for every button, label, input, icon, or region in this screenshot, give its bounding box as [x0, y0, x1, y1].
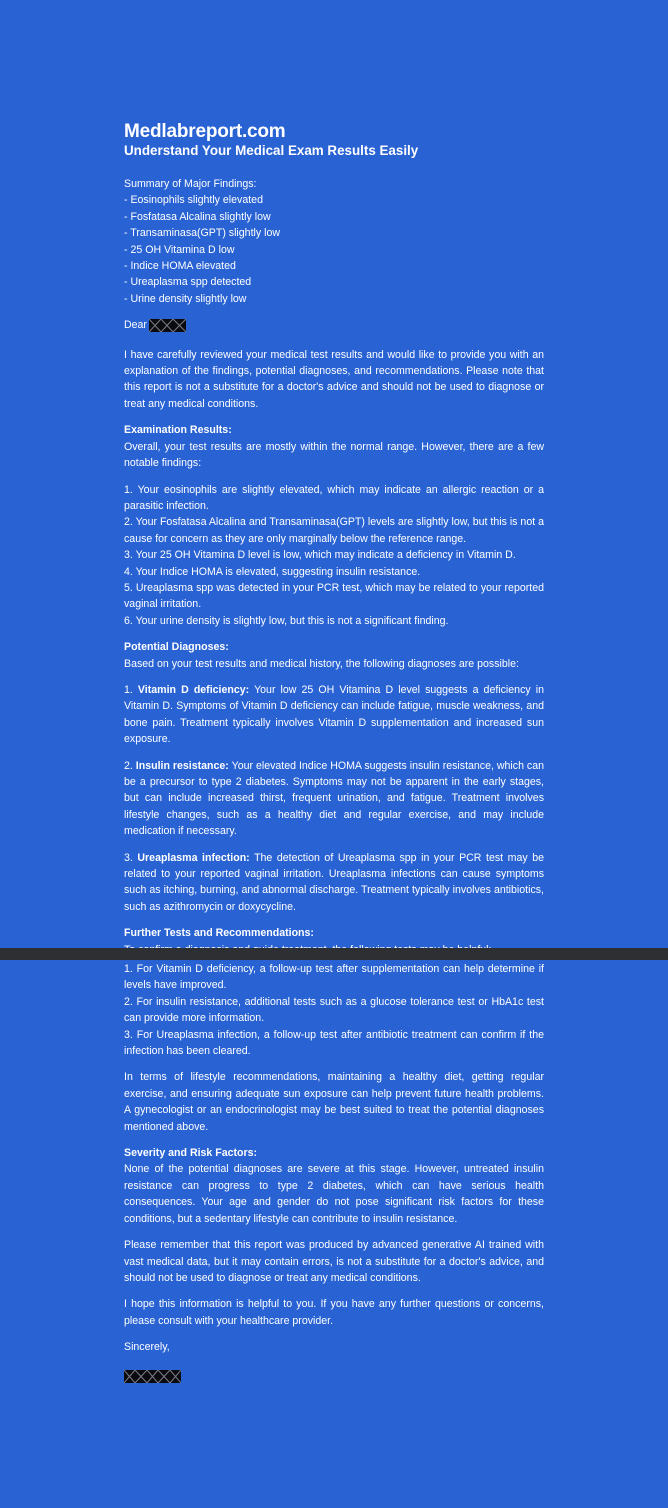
- exam-item: 2. Your Fosfatasa Alcalina and Transaminasa(GPT) levels are slightly low, but this is not a cause for concern as they are only marginally below the reference range.: [124, 516, 544, 545]
- redacted-name: [149, 319, 186, 332]
- diagnosis-text: Your low 25 OH Vitamina D level suggests a deficiency in Vitamin D. Symptoms of Vitamin D deficiency can include fatigue, muscle weakness, and bone pain. Treatment typically involves Vitamin D supplementation and increased sun exposure.: [124, 683, 544, 746]
- exam-item: 6. Your urine density is slightly low, but this is not a significant finding.: [124, 614, 449, 627]
- greeting: [124, 317, 544, 333]
- further-heading: Further Tests and Recommendations:: [124, 927, 314, 940]
- summary-item: - 25 OH Vitamina D low: [124, 243, 235, 256]
- summary-item: - Indice HOMA elevated: [124, 260, 236, 273]
- report-page-2: [0, 960, 668, 1508]
- intro-paragraph: I have carefully reviewed your medical test results and would like to provide you with an explanation of the findings, potential diagnoses, and recommendations. Please note that this report is not a substitute for a doctor's advice and should not be used to diagnose or treat any medical conditions.: [124, 348, 544, 410]
- summary-item: - Eosinophils slightly elevated: [124, 194, 263, 207]
- redacted-signature: [124, 1370, 181, 1383]
- diagnosis-name: Vitamin D deficiency:: [137, 683, 250, 696]
- report-content-2: [124, 961, 544, 1385]
- further-item: 2. For insulin resistance, additional tests such as a glucose tolerance test or HbA1c test can provide more information.: [124, 995, 544, 1025]
- diagnosis-number: 2.: [124, 759, 136, 772]
- diagnosis-text: The detection of Ureaplasma spp in your PCR test may be related to your reported vaginal irritation. Ureaplasma infections can cause symptoms such as itching, burning, and abnormal discharge. Treatment typically involves antibiotics, such as azithromycin or doxycycline.: [124, 851, 545, 913]
- diagnosis-item: [124, 758, 544, 840]
- diagnosis-item: [124, 682, 544, 748]
- summary-title: Summary of Major Findings:: [124, 178, 257, 190]
- diagnosis-number: 1.: [124, 683, 138, 696]
- severity-heading: Severity and Risk Factors:: [124, 1147, 258, 1160]
- exam-item: 3. Your 25 OH Vitamina D level is low, which may indicate a deficiency in Vitamin D.: [124, 549, 516, 562]
- report-subtitle: Understand Your Medical Exam Results Easily: [124, 143, 419, 158]
- summary-item: - Transaminasa(GPT) slightly low: [124, 227, 281, 240]
- summary-item: - Fosfatasa Alcalina slightly low: [124, 210, 271, 223]
- diagnoses-lead: Based on your test results and medical history, the following diagnoses are possible:: [124, 657, 519, 670]
- exam-lead: Overall, your test results are mostly within the normal range. However, there are a few notable findings:: [124, 440, 544, 470]
- signoff: Sincerely,: [124, 1341, 170, 1354]
- further-item: 1. For Vitamin D deficiency, a follow-up test after supplementation can help determine if levels have improved.: [124, 963, 544, 992]
- diagnosis-name: Insulin resistance:: [135, 759, 229, 772]
- further-item: 3. For Ureaplasma infection, a follow-up test after antibiotic treatment can confirm if the infection has been cleared.: [124, 1028, 544, 1058]
- diagnoses-heading: Potential Diagnoses:: [124, 641, 229, 654]
- lifestyle-paragraph: In terms of lifestyle recommendations, maintaining a healthy diet, getting regular exercise, and ensuring adequate sun exposure can help prevent future health problems. A gynecologist or an endocrinologist may be best suited to treat the potential diagnoses mentioned above.: [124, 1071, 544, 1133]
- closing-paragraph: I hope this information is helpful to you. If you have any further questions or concerns, please consult with your healthcare provider.: [124, 1298, 544, 1327]
- page-divider: [0, 948, 668, 960]
- greeting-dear: Dear: [124, 319, 147, 332]
- disclaimer-paragraph: Please remember that this report was produced by advanced generative AI trained with vast medical data, but it may contain errors, is not a substitute for a doctor's advice, and should not be used to diagnose or treat any medical conditions.: [124, 1239, 544, 1284]
- brand-title: Medlabreport.com: [124, 121, 286, 142]
- exam-item: 5. Ureaplasma spp was detected in your PCR test, which may be related to your reported vaginal irritation.: [124, 581, 544, 611]
- diagnosis-name: Ureaplasma infection:: [137, 851, 250, 864]
- diagnosis-number: 3.: [124, 851, 138, 864]
- diagnosis-item: [124, 850, 544, 916]
- report-content-1: [124, 122, 544, 968]
- severity-text: None of the potential diagnoses are severe at this stage. However, untreated insulin resistance can progress to type 2 diabetes, which can have serious health consequences. Your age and gender do not pose significant risk factors for these conditions, but a sedentary lifestyle can contribute to insulin resistance.: [124, 1163, 544, 1225]
- exam-heading: Examination Results:: [124, 424, 232, 437]
- diagnosis-text: Your elevated Indice HOMA suggests insulin resistance, which can be a precursor to type 2 diabetes. Symptoms may not be apparent in the early stages, but can include increased thirst, frequent urination, and fatigue. Treatment involves lifestyle changes, such as a healthy diet and regular exercise, and may include medication if necessary.: [124, 759, 545, 838]
- summary-item: - Urine density slightly low: [124, 292, 247, 305]
- exam-item: 1. Your eosinophils are slightly elevated, which may indicate an allergic reaction or a parasitic infection.: [124, 483, 544, 512]
- exam-item: 4. Your Indice HOMA is elevated, suggesting insulin resistance.: [124, 565, 421, 578]
- summary-item: - Ureaplasma spp detected: [124, 276, 252, 289]
